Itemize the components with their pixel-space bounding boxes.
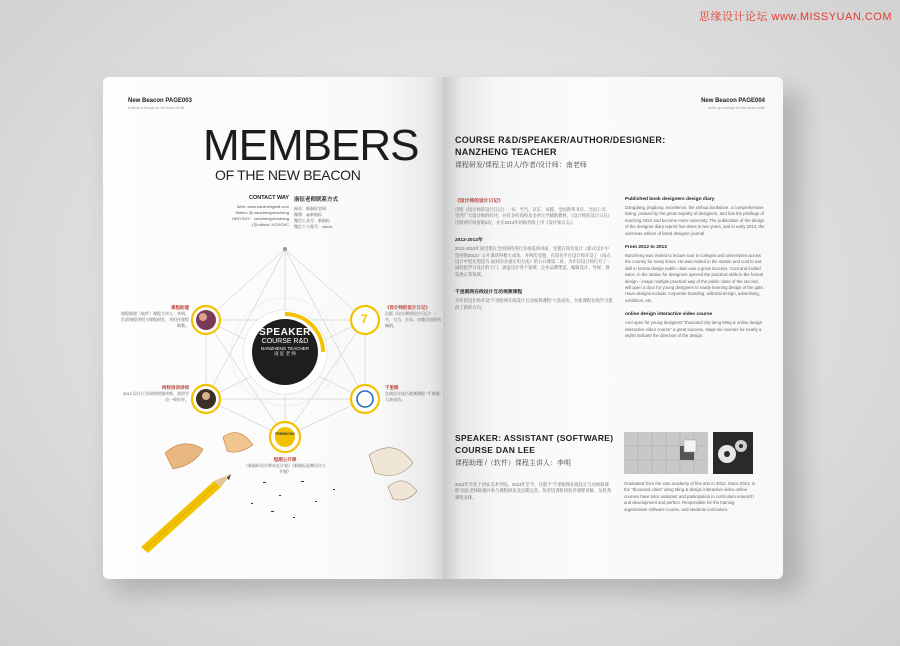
cn-heading: 千里眼网在线设计互动视频课程 xyxy=(455,290,523,296)
node-assistant xyxy=(121,305,189,329)
pencil-shaving xyxy=(165,433,253,470)
right-page-header-sub: build up a design for the future of life xyxy=(708,106,765,110)
left-page: New Beacon PAGE003 build up a design for the future of life MEMBERS OF THE NEW BEACON CONTACT WAY Web: www.nanzhengsell.com Weibo: @ nanzhengxinrcheng HINYSUY：nanzhengxinrcheng (东ruffoud :XOXOXC 南征老师联系方式 网站：新航标官网 微博：@新航标 微信公众号：新航标 微信个人账号：xdxdx SPEAKER COURSE R&D NANZHENG TEACHER 南 征 老 师 课程助理 课程助理（软件）课程主讲人：李明。负责课程讲授与课程研发，并担任课程助教。 《设计师的设计日记》 出版《设计师的设计日记》一书，当当、京东、卓越全国图书畅销。 7 网校培训讲师 2012 设计行业网络授课讲师，获得学员一致好评。 千里眼 在线设计技巧视频课程 “千里眼” 大获成功。 FREEBOOK 短期公开课 《新航标设计师成长计划》《新航标品牌设计公开课》 xyxy=(103,77,443,579)
contact-line: HINYSUY：nanzhengxinrcheng xyxy=(232,216,289,221)
watermark: 思缘设计论坛 www.MISSYUAN.COM xyxy=(698,11,892,23)
node-book-text: 出版《设计师的设计日记》一书，当当、京东、卓越全国图书畅销。 xyxy=(385,311,441,328)
en-paragraph: Nanzheng was invited to lecture tour in colleges and universities across the country for many times. He was invited in the station and cool to use skill in format design public class was a great success. Cool and invited twice, in the station for designers opened the practical skills in the format design - image multiple practical way of the public class of the second, will open a door for young designers to easily learning design of the gate. Have designs include: corporate branding, editorial design, advertising, exhibition, etc. xyxy=(625,253,765,303)
section-danlee-en-column xyxy=(624,481,756,513)
right-page xyxy=(443,77,783,579)
left-page-header: New Beacon PAGE003 xyxy=(128,98,192,104)
section-danlee-title2: COURSE DAN LEE xyxy=(455,445,536,455)
section-nanzheng-en-column xyxy=(625,197,765,340)
members-subtitle: OF THE NEW BEACON xyxy=(215,167,361,183)
gears-illustration xyxy=(713,432,753,474)
freebook-badge: FREEBOOK xyxy=(275,432,295,436)
contact-line-cn: 微博：@新航标 xyxy=(294,212,323,217)
puzzle-illustration xyxy=(624,432,708,474)
section-danlee-title1: SPEAKER: ASSISTANT (SOFTWARE) xyxy=(455,433,614,443)
pencil-dust xyxy=(251,481,335,518)
node-online-teacher-text: 2012 设计行业网络授课讲师，获得学员一致好评。 xyxy=(122,391,189,402)
contact-line: Web: www.nanzhengsell.com xyxy=(236,204,289,209)
contact-line-cn: 微信公众号：新航标 xyxy=(294,218,330,223)
en-heading: online design interactive video course xyxy=(625,312,713,318)
right-page-header: New Beacon PAGE004 xyxy=(701,98,765,104)
section-danlee-title-cn: 课程助理 /（软件）课程主讲人：李明 xyxy=(455,460,571,467)
node-qianliyan-label: 千里眼 xyxy=(385,385,399,390)
contact-line: Weibo: @ nanzhengxinrcheng xyxy=(235,210,289,215)
node-online-teacher-label: 网校培训讲师 xyxy=(162,385,189,390)
en-heading: Published book designers design diary xyxy=(625,197,715,202)
pencil-illustration xyxy=(141,474,231,553)
cn-paragraph: 为年轻设计师开设“千里眼网在线设计互动视频课程”大获成功，为新课程在线学习提供了新的方向。 xyxy=(455,298,613,310)
node-open-class-label: 短期公开课 xyxy=(273,457,297,462)
members-title: MEMBERS xyxy=(203,121,419,170)
pencil-shaving xyxy=(369,448,417,500)
node-book xyxy=(385,305,441,329)
speaker-sub1: COURSE R&D xyxy=(261,338,309,345)
left-page-header-sub: build up a design for the future of life xyxy=(128,106,185,110)
cn-heading: 2012-2013年 xyxy=(455,238,483,244)
section-nanzheng-title2: NANZHENG TEACHER xyxy=(455,147,557,157)
contact-line-cn: 微信个人账号：xdxdx xyxy=(294,224,333,229)
cn-paragraph: 出版《设计师的设计日记》一书，当当、京东、卓越、全国新华书店、全国上市，受到广大设计师的好评，并有多所高校及多所大学辅助教材。《设计师的设计日记》出版两年间再版5次，并在2014年初海外版上市《设计师日志》。 xyxy=(455,207,612,225)
node-open-class xyxy=(243,457,327,475)
speaker-sub2: NANZHENG TEACHER xyxy=(261,346,309,351)
section-danlee-en-paragraph: Graduated from the xian academy of fine arts in 2012. Since 2013, in the "thousand cities" deng Ming & design interactive video online courses have tutor assistant and participation in curriculum research and development and perfect. Responsible for the training organization software course, and students curriculum. xyxy=(624,481,756,512)
section-nanzheng xyxy=(455,134,755,170)
node-assistant-label: 课程助理 xyxy=(171,305,189,310)
cn-heading: 《设计师的设计日记》 xyxy=(455,199,503,204)
node-book-label: 《设计师的设计日记》 xyxy=(385,305,430,310)
section-nanzheng-cn-column xyxy=(455,197,613,311)
en-paragraph: Dangdang, jingdong, excellence, the xinhua bookstore, a comprehensive listing, praised by the great majority of designers, and has the privilege of teaching AIDS and become more university. The publication of the design of the designer diary reprint five times in two years, and in early 2014, the overseas edition of listed designer journal. xyxy=(625,205,765,236)
speaker-center-text xyxy=(252,327,318,357)
puzzle-image xyxy=(624,432,708,474)
section-nanzheng-title1: COURSE R&D/SPEAKER/AUTHOR/DESIGNER: xyxy=(455,135,666,145)
node-assistant-text: 课程助理（软件）课程主讲人：李明。负责课程讲授与课程研发，并担任课程助教。 xyxy=(121,311,189,328)
node-qianliyan xyxy=(385,385,441,403)
contact-heading: CONTACT WAY xyxy=(248,195,289,201)
node-qianliyan-text: 在线设计技巧视频课程 “千里眼” 大获成功。 xyxy=(385,391,441,402)
contact-line-cn: 网站：新航标官网 xyxy=(294,206,326,211)
section-danlee-cn-paragraph: 2012年毕业于西安美术学院。2013年至今，任职于“千里眼网在线设计互动视频课程”南征老师助理并参与课程研发及后期完善。负责培训机构软件课程讲解，及优秀课程安排。 xyxy=(455,482,612,500)
speaker-cn: 南 征 老 师 xyxy=(274,351,296,356)
contact-line: (东ruffoud :XOXOXC xyxy=(251,222,289,227)
node-online-teacher xyxy=(121,385,189,403)
section-danlee xyxy=(455,432,615,501)
cn-paragraph: 2012-2013年间受邀在全国高校进行多场巡回讲座，受邀在知名设计《新式设计中坚网络2013》公开课获得极大成功。并两次受邀，在知名平台设计师开设了《南式设计中坚实用技巧·面对的多重实用方法》的公开课第二讲，为年轻设计师打开了一扇轻松学习设计的大门，涵盖设计各个领域：企业品牌塑造、编辑设计、导视、展览展示等领域。 xyxy=(455,246,612,277)
section-nanzheng-title-cn: 课程研发/课程主讲人/作者/设计师：南老师 xyxy=(455,162,587,169)
node-open-class-text: 《新航标设计师成长计划》《新航标品牌设计公开课》 xyxy=(244,463,326,474)
en-heading: From 2012 to 2013 xyxy=(625,245,667,251)
gears-image xyxy=(713,432,753,474)
en-paragraph: And open for young designers "thousand city deng Ming & online design interactive video course" a great success, stage six courses for nearly a stylist indicate the direction of the design. xyxy=(625,320,763,339)
contact-heading-cn: 南征老师联系方式 xyxy=(294,197,339,203)
speaker-title: SPEAKER xyxy=(259,327,311,338)
